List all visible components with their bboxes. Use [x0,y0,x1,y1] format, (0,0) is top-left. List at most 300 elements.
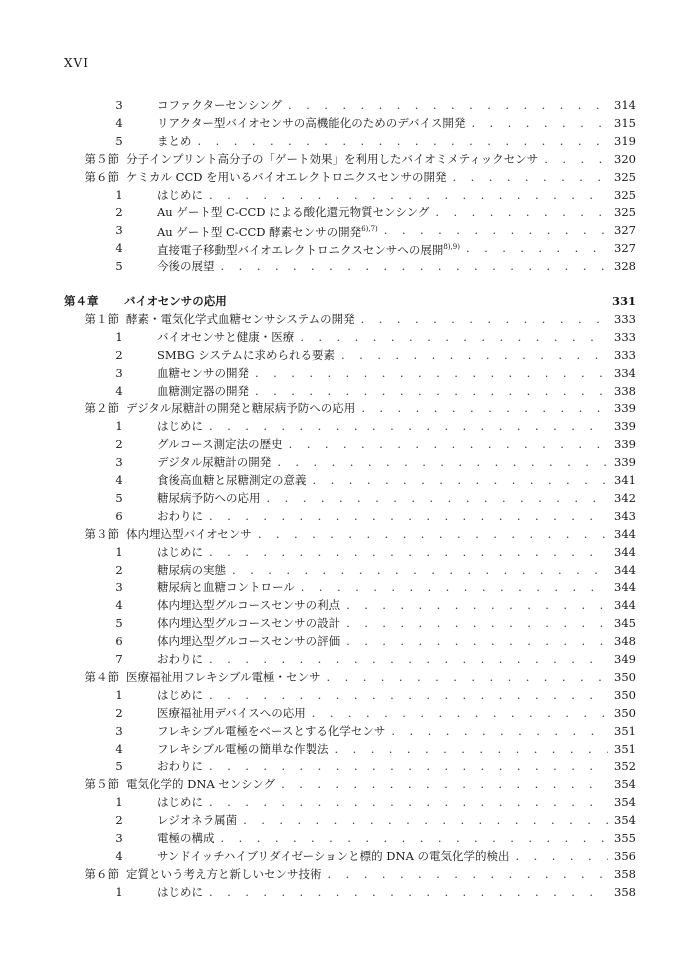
toc-item [0,578,700,596]
toc-title-text: 血糖センサの開発 [157,365,249,380]
dot-leader [267,489,609,507]
toc-item [0,257,700,275]
toc-title [157,757,209,775]
toc-title-text: SMBG システムに求められる要素 [157,347,336,362]
toc-number: 2 [115,562,123,577]
dot-leader [288,96,608,114]
toc-page-number: 358 [614,866,636,881]
dot-leader [301,578,608,596]
toc-number: 7 [115,652,123,666]
toc-page-number: 333 [614,329,636,344]
toc-title [157,489,267,507]
toc-entry-line [126,525,636,543]
toc-number: 第２節 [84,401,119,416]
toc-title-text: 体内埋込型グルコースセンサの評価 [157,634,341,649]
toc-title [157,722,391,740]
dot-leader [334,740,608,758]
toc-number: 4 [115,598,123,613]
toc-section [0,150,700,168]
toc-page-number: 345 [614,616,636,631]
toc-page-number: 319 [614,133,636,148]
toc-title-text: 糖尿病と血糖コントロール [157,580,295,595]
toc-title-text: はじめに [157,795,203,810]
toc-number: 1 [115,544,123,559]
dot-leader [466,239,608,257]
dot-leader [300,328,608,346]
toc-title-text: サンドイッチハイブリダイゼーションと標的 DNA の電気化学的検出 [157,848,510,863]
dot-leader [209,757,608,775]
dot-leader [346,632,608,650]
toc-page-number: 344 [614,580,636,595]
toc-title [157,257,221,275]
toc-item [0,686,700,704]
toc-item [0,382,700,400]
toc-title [157,614,346,632]
toc-page-number: 355 [614,831,636,845]
dot-leader [281,775,608,793]
toc-entry-line [157,740,636,758]
toc-title [157,740,334,758]
toc-title-text: 今後の展望 [157,259,215,274]
toc-title-text: 酵素・電気化学式血糖センサシステムの開発 [126,311,355,326]
toc-title [157,704,312,722]
toc-title-text: デジタル尿糖計の開発 [157,455,272,470]
dot-leader [209,883,608,901]
toc-number: 第５節 [84,777,119,792]
toc-entry-line [157,614,636,632]
toc-title-text: はじめに [157,544,203,559]
dot-leader [346,596,608,614]
toc-title [157,883,209,901]
toc-item [0,221,700,239]
toc-page-number: 320 [614,151,636,166]
toc-number: 2 [115,347,123,362]
toc-entry-line [126,310,636,328]
toc-number: 5 [115,616,123,631]
toc-title [157,632,346,650]
toc-section [0,310,700,328]
toc-title [157,543,209,561]
toc-item [0,346,700,364]
running-head: XVI [64,56,89,70]
dot-leader [326,668,608,686]
toc-title-text: 電気化学的 DNA センシング [126,777,276,792]
toc-page-number: 338 [614,383,636,398]
dot-leader [328,865,609,883]
toc-section [0,399,700,417]
toc-page-number: 354 [614,777,636,792]
toc-title-text: 直接電子移動型バイオエレクトロニクスセンサへの展開 [157,242,444,257]
dot-leader [361,310,608,328]
toc-title [157,96,288,114]
toc-title-text: 食後高血糖と尿糖測定の意義 [157,473,307,487]
toc-title-text: コファクターセンシング [157,98,283,112]
toc-item [0,757,700,775]
toc-title [157,114,471,132]
toc-section [0,668,700,686]
toc-page-number: 327 [614,223,636,238]
toc-title-text: 体内埋込型グルコースセンサの設計 [157,616,341,631]
toc-title-text: デジタル尿糖計の開発と糖尿病予防への応用 [126,401,356,416]
toc-item [0,364,700,382]
toc-entry-line [157,596,636,614]
toc-page-number: 325 [614,205,636,220]
toc-entry-line [157,364,636,382]
dot-leader [471,114,608,132]
toc-entry-line [124,292,636,310]
toc-number: 3 [115,723,123,738]
toc-title [157,650,209,668]
toc-entry-line [157,489,636,507]
dot-leader [209,186,608,204]
toc-page-number: 339 [614,455,636,470]
toc-page-number: 349 [614,652,636,666]
toc-item [0,186,700,204]
toc-number: 第５節 [84,151,119,166]
toc-number: 1 [115,419,123,434]
toc-page-number: 354 [614,795,636,810]
toc-page-number: 350 [614,669,636,684]
toc-item [0,793,700,811]
toc-entry-line [157,757,636,775]
toc-number: 6 [115,634,123,649]
toc-page-number: 331 [611,294,636,308]
toc-page-number: 344 [614,598,636,613]
toc-number: 2 [115,205,123,220]
toc-item [0,829,700,847]
toc-number: 5 [115,259,123,274]
toc-title-text: 医療福祉用フレキシブル電極・センサ [126,669,321,684]
toc-entry-line [157,722,636,740]
toc-title-text: おわりに [157,508,203,523]
toc-number: 4 [115,115,123,130]
toc-title [157,328,300,346]
toc-item [0,614,700,632]
toc-section [0,168,700,186]
toc-title [157,811,243,829]
dot-leader [209,417,608,435]
dot-leader [544,150,608,168]
toc-title [157,471,313,489]
toc-entry-line [157,704,636,722]
toc-entry-line [126,150,636,168]
toc-number: 5 [115,759,123,774]
toc-page-number: 342 [614,490,636,505]
toc-page-number: 339 [614,437,636,452]
toc-title-text: Au ゲート型 C-CCD 酵素センサの開発 [157,224,362,239]
toc-entry-line [126,668,636,686]
toc-title [126,525,258,543]
dot-leader [312,704,608,722]
toc-page-number: 333 [614,347,636,362]
toc-title-text: グルコース測定法の歴史 [157,437,283,452]
toc-number: 1 [115,884,123,899]
toc-number: 6 [115,508,123,523]
toc-title-text: 糖尿病の実態 [157,562,226,577]
toc-item [0,203,700,221]
toc-title [157,453,277,471]
toc-entry-line [157,811,636,829]
toc-title-text: 電極の構成 [157,831,215,845]
toc-number: 第１節 [84,311,119,326]
toc-number: 3 [115,223,123,238]
toc-title-text: 糖尿病予防への応用 [157,490,261,505]
toc-number: 2 [115,705,123,720]
toc-entry-line [157,203,636,221]
toc-title [157,382,255,400]
toc-title-text: 分子インプリント高分子の「ゲート効果」を利用したバイオミメティックセンサ [126,151,539,166]
toc-title [157,847,516,865]
toc-title-text: はじめに [157,419,203,434]
toc-number: 5 [115,490,123,505]
toc-page-number: 339 [614,401,636,416]
toc-entry-line [157,328,636,346]
toc-page-number: 339 [614,419,636,434]
toc-item [0,453,700,471]
toc-entry-line [157,793,636,811]
toc-number: 3 [115,98,123,112]
toc-title-text: フレキシブル電極をベースとする化学センサ [157,723,386,738]
toc-title [157,561,232,579]
toc-number: 1 [115,329,123,344]
toc-item [0,96,700,114]
toc-title [157,596,346,614]
toc-page-number: 350 [614,687,636,702]
toc-entry-line [157,507,636,525]
toc-title [126,310,361,328]
toc-item [0,883,700,901]
toc-number: 第６節 [84,169,119,184]
toc-entry-line [157,471,636,489]
toc-title-text: リアクター型バイオセンサの高機能化のためのデバイス開発 [157,115,466,130]
dot-leader [209,686,608,704]
toc-number: 3 [115,831,123,845]
dot-leader [233,292,608,310]
toc-title-text: おわりに [157,759,203,774]
toc-item [0,722,700,740]
toc-title [157,417,209,435]
toc-entry-line [126,775,636,793]
dot-leader [452,168,608,186]
toc-title-text: 定質という考え方と新しいセンサ技術 [126,866,322,881]
toc-entry-line [157,257,636,275]
toc-title [126,668,326,686]
dot-leader [258,525,608,543]
toc-title [157,364,255,382]
toc-entry-line [157,829,636,847]
toc-number: 4 [115,473,123,487]
toc-title-text: はじめに [157,187,203,202]
toc-title [124,292,233,310]
toc-title [157,793,209,811]
toc-item [0,132,700,150]
dot-leader [209,507,608,525]
toc-entry-line [157,417,636,435]
toc-item [0,811,700,829]
dot-leader [516,847,608,865]
toc-number: 第３節 [84,526,119,541]
dot-leader [209,543,608,561]
toc-item [0,489,700,507]
toc-title-text: レジオネラ属菌 [157,813,238,828]
dot-leader [221,257,609,275]
toc-page-number: 351 [614,723,636,738]
toc-page-number: 325 [614,169,636,184]
toc-number: 4 [115,383,123,398]
dot-leader [255,364,608,382]
toc-title [157,203,435,221]
toc-title [126,399,361,417]
toc-page-number: 334 [614,365,636,380]
dot-leader [313,471,609,489]
toc-title [157,578,301,596]
toc-entry-line [157,686,636,704]
toc-page-number: 348 [614,634,636,649]
toc-title-text: おわりに [157,652,203,666]
toc-entry-line [157,578,636,596]
toc-title-text: 医療福祉用デバイスへの応用 [157,705,306,720]
toc-page-number: 328 [614,259,636,274]
toc-number: 第６節 [84,866,119,881]
toc-number: 3 [115,365,123,380]
dot-leader [255,382,608,400]
dot-leader [384,221,608,239]
toc-title [157,686,209,704]
toc-title-text: まとめ [157,133,192,148]
toc-entry-line [157,561,636,579]
toc-item [0,632,700,650]
toc-section [0,525,700,543]
dot-leader [361,399,608,417]
toc-item [0,704,700,722]
toc-item [0,435,700,453]
dot-leader [346,614,608,632]
dot-leader [391,722,608,740]
toc-title-text: Au ゲート型 C-CCD による酸化還元物質センシング [157,205,430,220]
toc-page-number: 350 [614,705,636,720]
toc-number: 4 [115,741,123,756]
toc-title [157,186,209,204]
toc-item [0,561,700,579]
toc-title [157,507,209,525]
toc-page-number: 315 [614,115,636,130]
toc-entry-line [157,453,636,471]
reference-superscript: 8),9) [443,242,460,251]
toc-entry-line [157,382,636,400]
toc-page-number: 327 [614,241,636,256]
toc-item [0,114,700,132]
toc-number: 1 [115,187,123,202]
toc-title [157,132,198,150]
toc-item [0,507,700,525]
toc-number: 4 [115,848,123,863]
toc-number: 5 [115,133,123,148]
toc-item [0,740,700,758]
toc-page-number: 344 [614,526,636,541]
toc-page-number: 351 [614,741,636,756]
toc-title [157,238,466,259]
toc-section [0,865,700,883]
toc-entry-line [157,435,636,453]
toc-title [157,346,341,364]
toc-number: 1 [115,687,123,702]
toc-page-number: 341 [614,473,636,487]
dot-leader [232,561,608,579]
toc-title-text: 体内埋込型バイオセンサ [126,526,252,541]
toc-entry-line [157,650,636,668]
toc-page-number: 354 [614,813,636,828]
toc-entry-line [157,883,636,901]
toc-entry-line [157,114,636,132]
toc-page-number: 343 [614,508,636,523]
toc-title-text: バイオセンサと健康・医療 [157,329,295,344]
toc-page-number: 356 [614,848,636,863]
toc-number: 第４章 [64,294,99,308]
toc-title [126,775,281,793]
toc-number: 4 [115,241,123,256]
dot-leader [289,435,608,453]
dot-leader [341,346,608,364]
toc-page-number: 344 [614,544,636,559]
toc-page-number: 314 [614,98,636,112]
toc-entry-line [157,239,636,257]
toc-page-number: 358 [614,884,636,899]
dot-leader [243,811,608,829]
toc-title-text: はじめに [157,687,203,702]
toc-title-text: フレキシブル電極の簡単な作製法 [157,741,329,756]
toc-chapter [0,292,700,310]
toc-entry-line [126,168,636,186]
toc-title [126,865,328,883]
toc-item [0,847,700,865]
toc-entry-line [157,221,636,239]
toc-entry-line [157,847,636,865]
toc-title-text: ケミカル CCD を用いるバイオエレクトロニクスセンサの開発 [126,169,447,184]
toc-number: 3 [115,455,123,470]
toc-number: 第４節 [84,669,119,684]
toc-item [0,596,700,614]
toc-page-number: 344 [614,562,636,577]
toc-item [0,471,700,489]
toc-title-text: はじめに [157,884,203,899]
dot-leader [277,453,608,471]
toc-title [126,150,544,168]
toc-title [157,435,289,453]
toc-number: 1 [115,795,123,810]
toc-entry-line [157,186,636,204]
toc-number: 3 [115,580,123,595]
toc-entry-line [157,346,636,364]
toc-entry-line [157,632,636,650]
toc-page-number: 325 [614,187,636,202]
toc-item [0,417,700,435]
toc-page-number: 333 [614,311,636,326]
toc-item [0,650,700,668]
toc-title [157,829,221,847]
toc-entry-line [157,132,636,150]
toc-section [0,775,700,793]
dot-leader [198,132,609,150]
toc-entry-line [157,96,636,114]
toc-title-text: バイオセンサの応用 [124,294,227,308]
toc-entry-line [157,543,636,561]
toc-title-text: 体内埋込型グルコースセンサの利点 [157,598,341,613]
toc-title-text: 血糖測定器の開発 [157,383,249,398]
toc-item [0,239,700,257]
toc-number: 2 [115,813,123,828]
dot-leader [209,650,608,668]
dot-leader [435,203,608,221]
